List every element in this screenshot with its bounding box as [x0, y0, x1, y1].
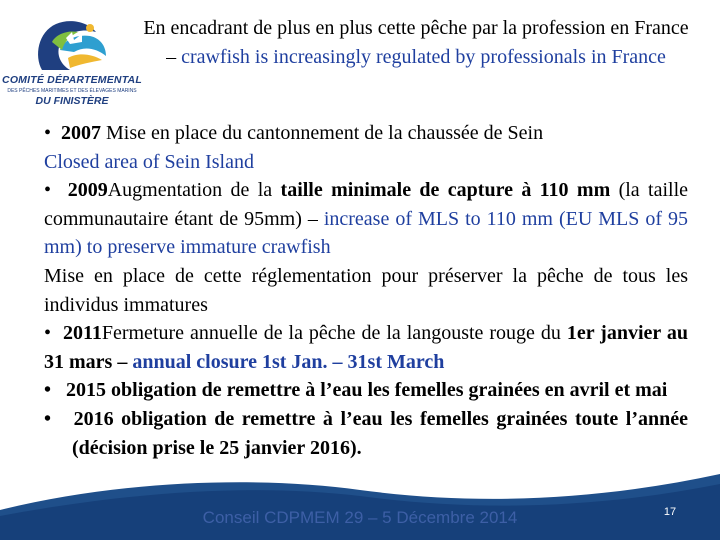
org-name-line2: DES PÊCHES MARITIMES ET DES ÉLEVAGES MARINS	[7, 88, 137, 94]
item-english: increase of MLS to 110 mm (EU MLS of 95 mm) to preserve immature crawfish	[44, 207, 688, 259]
item-french-bold: 1er janvier au 31 mars	[44, 322, 688, 373]
slide-title	[140, 14, 692, 72]
item-2009-french-detail: Mise en place de cette réglementation pour préserver la pêche de tous les individus immatures	[44, 264, 688, 316]
org-name-line3: DU FINISTÈRE	[35, 95, 109, 107]
item-year: 2007	[61, 122, 102, 144]
page-number: 17	[663, 506, 677, 518]
item-french-note: (la taille communautaire étant de 95mm)	[44, 179, 689, 230]
item-french-bold: taille minimale de capture à 110 mm	[280, 179, 611, 202]
bullet: •	[44, 122, 52, 144]
item-year: 2009	[67, 179, 108, 202]
item-2007	[44, 119, 688, 148]
item-text: 2015 obligation de remettre à l’eau les femelles grainées en avril et mai	[66, 379, 668, 402]
footer-text: Conseil CDPMEM 29 – 5 Décembre 2014	[202, 508, 518, 527]
bullet: •	[44, 179, 52, 202]
cdpmem-logo-icon	[30, 12, 110, 74]
footer-wave	[0, 470, 720, 540]
slide-body	[44, 119, 688, 462]
item-2007-english: Closed area of Sein Island	[44, 150, 254, 173]
org-logo	[2, 12, 142, 112]
item-french: Fermeture annuelle de la pêche de la langouste rouge du	[101, 322, 567, 345]
item-separator: –	[301, 207, 324, 230]
item-separator: –	[112, 350, 133, 373]
title-french: En encadrant de plus en plus cette pêche par la profession en France	[143, 17, 689, 39]
bullet: •	[44, 379, 52, 402]
item-text: 2016 obligation de remettre à l’eau les femelles grainées toute l’année (décision prise le 25 janvier 2016).	[72, 407, 689, 459]
item-2009	[44, 176, 688, 262]
slide-footer	[0, 470, 720, 540]
title-separator: –	[166, 46, 182, 68]
item-2016	[44, 405, 688, 462]
org-name-line1: COMITÉ DÉPARTEMENTAL	[2, 74, 142, 86]
item-year: 2011	[62, 322, 102, 345]
title-english: crawfish is increasingly regulated by professionals in France	[181, 46, 666, 68]
bullet: •	[44, 407, 52, 430]
item-2015	[44, 376, 688, 405]
item-english: annual closure 1st Jan. – 31st March	[132, 350, 445, 373]
bullet: •	[44, 322, 52, 345]
item-2011	[44, 319, 688, 376]
item-french: Mise en place du cantonnement de la chaussée de Sein	[101, 122, 544, 144]
item-french: Augmentation de la	[107, 179, 281, 202]
